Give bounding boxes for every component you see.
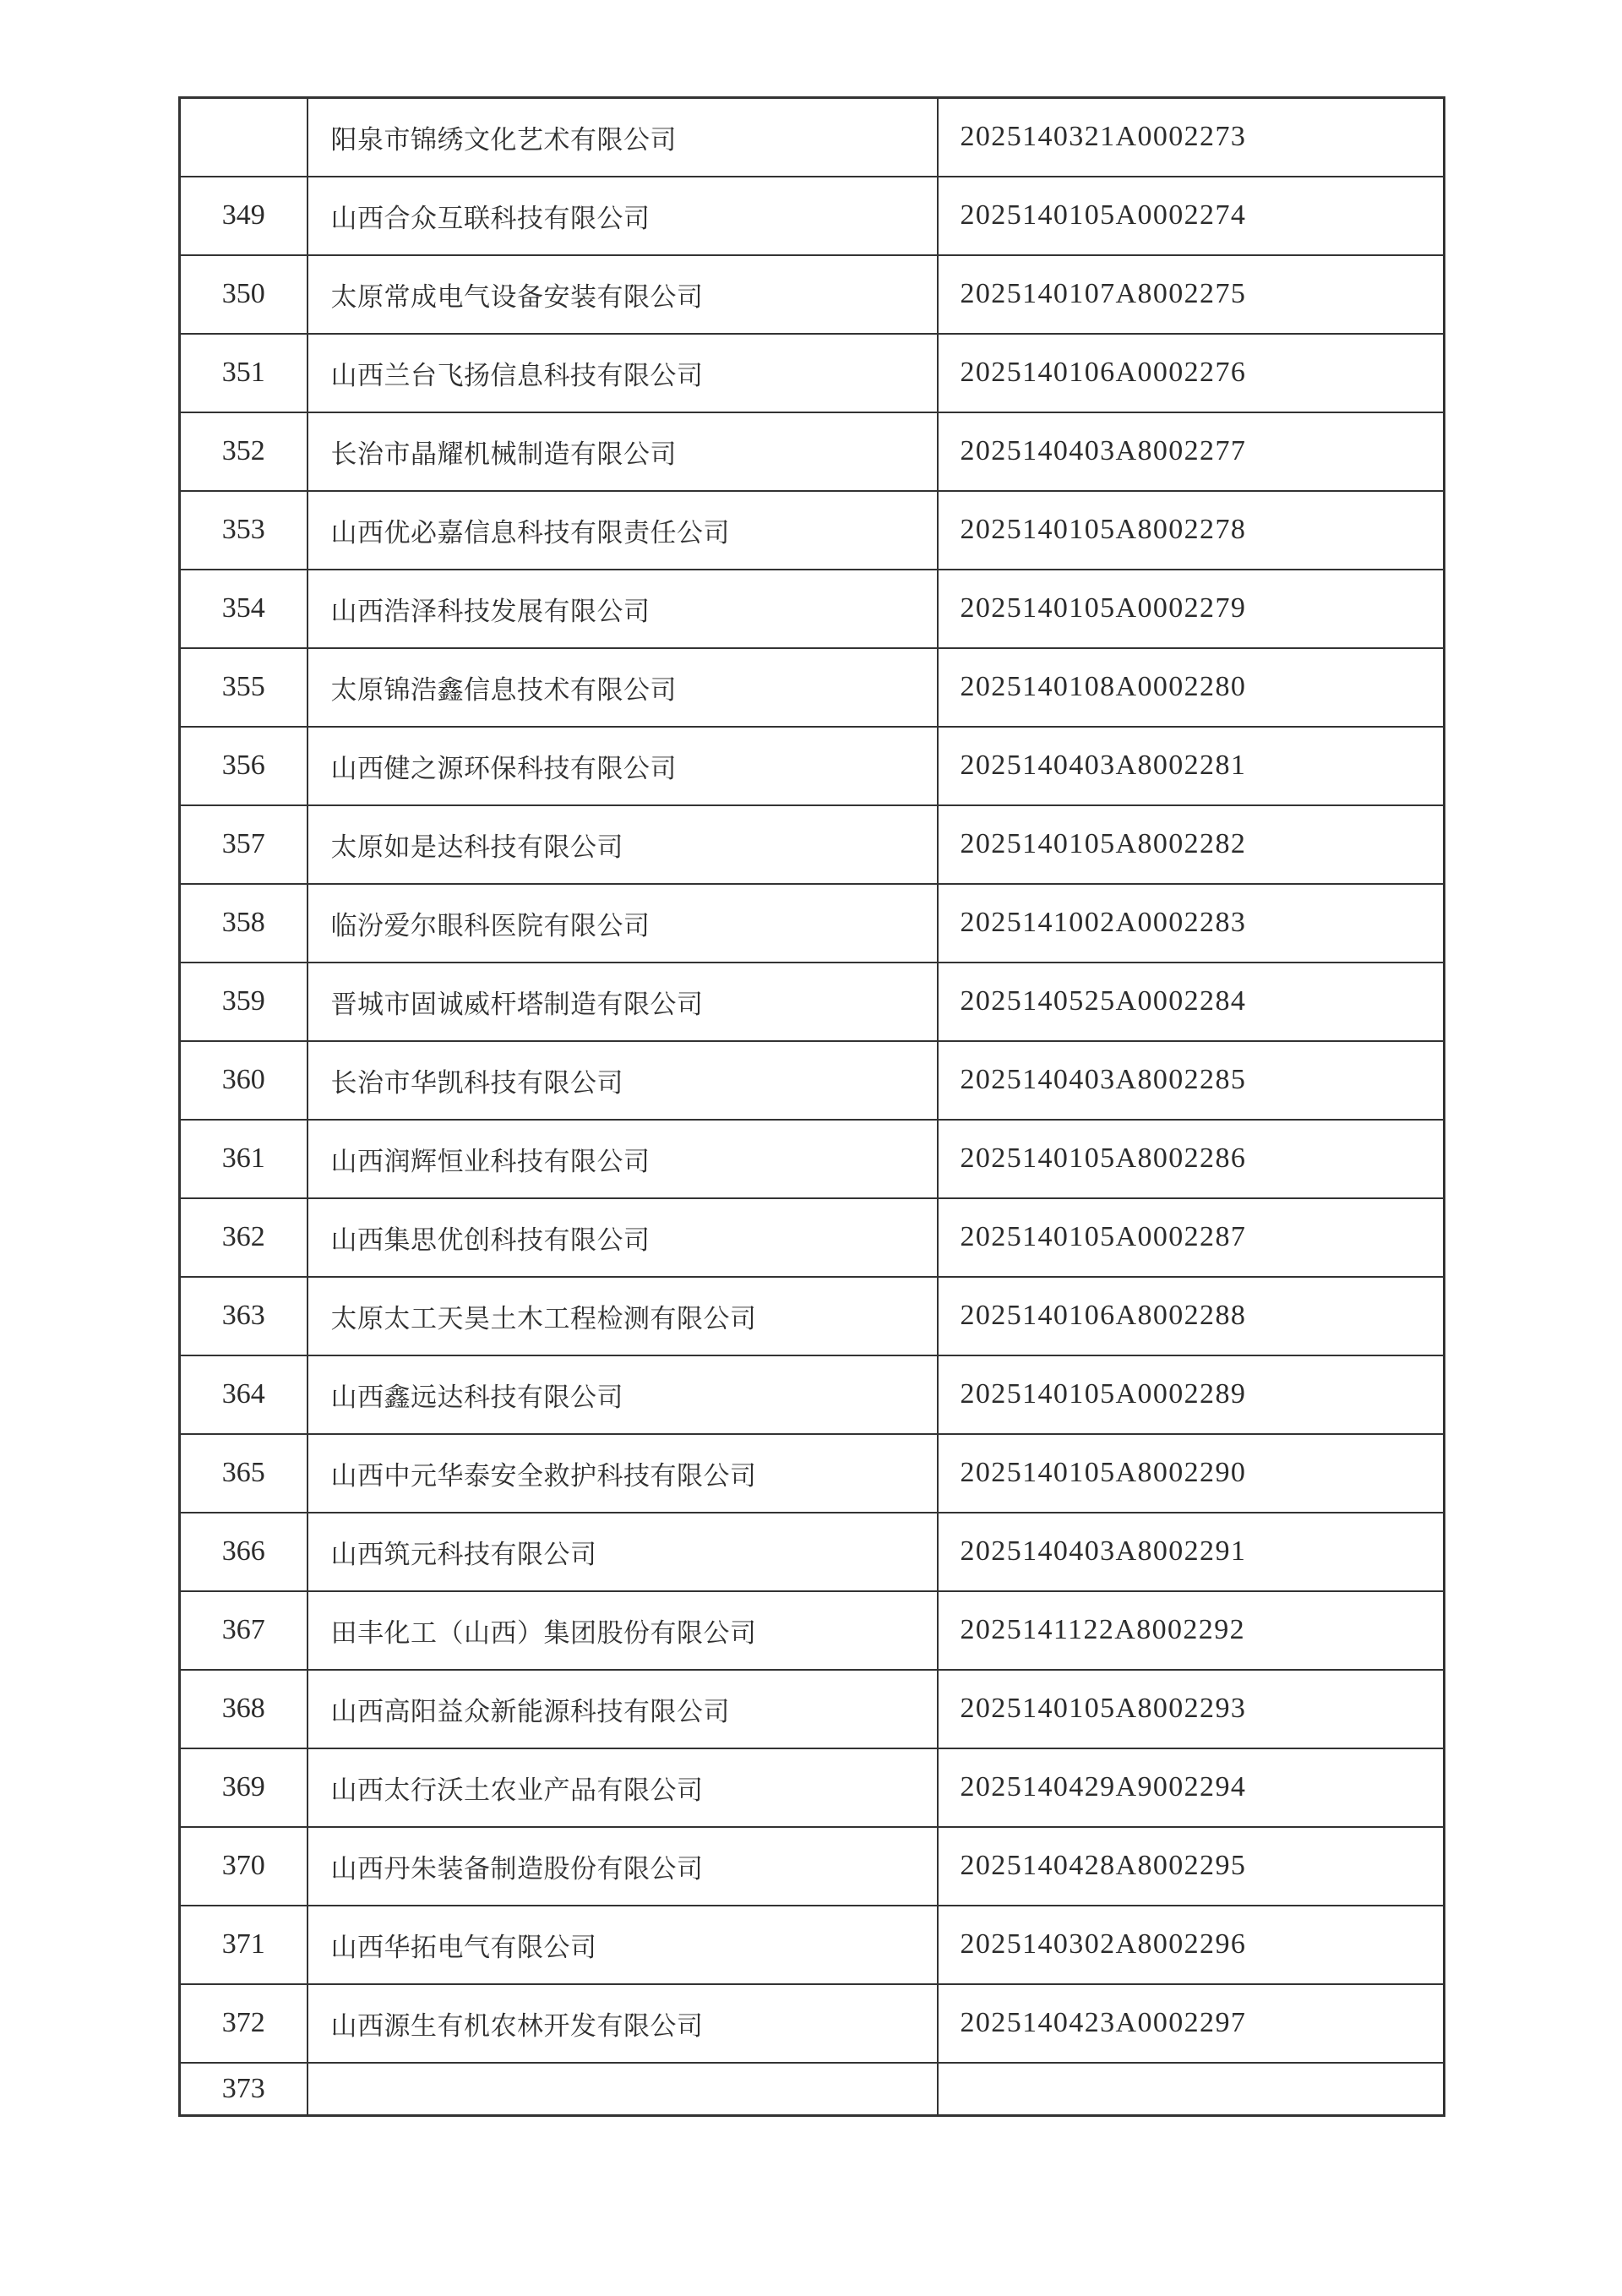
registration-code-cell: 2025140321A0002273 <box>938 98 1445 177</box>
table-body <box>180 98 1445 2116</box>
table-row <box>180 491 1445 570</box>
row-number-cell: 352 <box>180 412 308 491</box>
registration-code-cell: 2025140403A8002281 <box>938 727 1445 805</box>
table-row <box>180 570 1445 648</box>
company-name-cell: 山西合众互联科技有限公司 <box>308 177 938 255</box>
table-row <box>180 1748 1445 1827</box>
row-number-cell: 357 <box>180 805 308 884</box>
table-row <box>180 1670 1445 1748</box>
registration-code-cell <box>938 2063 1445 2116</box>
company-name-cell: 太原锦浩鑫信息技术有限公司 <box>308 648 938 727</box>
registration-code-cell: 2025140428A8002295 <box>938 1827 1445 1906</box>
registration-code-cell: 2025140105A8002286 <box>938 1120 1445 1198</box>
table-row <box>180 648 1445 727</box>
registration-code-cell: 2025140403A8002285 <box>938 1041 1445 1120</box>
table-row <box>180 1120 1445 1198</box>
registration-code-cell: 2025140107A8002275 <box>938 255 1445 334</box>
company-name-cell: 太原太工天昊土木工程检测有限公司 <box>308 1277 938 1355</box>
row-number-cell: 368 <box>180 1670 308 1748</box>
table-row <box>180 1041 1445 1120</box>
table-row <box>180 98 1445 177</box>
row-number-cell: 360 <box>180 1041 308 1120</box>
registration-code-cell: 2025140105A8002282 <box>938 805 1445 884</box>
company-name-cell: 山西中元华泰安全救护科技有限公司 <box>308 1434 938 1513</box>
row-number-cell: 372 <box>180 1984 308 2063</box>
table-row <box>180 1277 1445 1355</box>
registration-code-cell: 2025141002A0002283 <box>938 884 1445 963</box>
company-name-cell: 太原常成电气设备安装有限公司 <box>308 255 938 334</box>
table-row <box>180 1513 1445 1591</box>
company-name-cell: 山西健之源环保科技有限公司 <box>308 727 938 805</box>
table-row <box>180 334 1445 412</box>
registration-code-cell: 2025140108A0002280 <box>938 648 1445 727</box>
row-number-cell: 365 <box>180 1434 308 1513</box>
row-number-cell: 349 <box>180 177 308 255</box>
company-name-cell: 晋城市固诚威杆塔制造有限公司 <box>308 963 938 1041</box>
registration-code-cell: 2025140106A8002288 <box>938 1277 1445 1355</box>
table-row <box>180 255 1445 334</box>
table-row <box>180 412 1445 491</box>
row-number-cell: 351 <box>180 334 308 412</box>
row-number-cell: 350 <box>180 255 308 334</box>
registration-code-cell: 2025140429A9002294 <box>938 1748 1445 1827</box>
registration-code-cell: 2025140105A0002287 <box>938 1198 1445 1277</box>
company-name-cell: 山西太行沃土农业产品有限公司 <box>308 1748 938 1827</box>
table-row <box>180 1984 1445 2063</box>
table-row <box>180 805 1445 884</box>
row-number-cell: 358 <box>180 884 308 963</box>
row-number-cell: 361 <box>180 1120 308 1198</box>
registration-code-cell: 2025141122A8002292 <box>938 1591 1445 1670</box>
company-name-cell: 山西润辉恒业科技有限公司 <box>308 1120 938 1198</box>
row-number-cell: 356 <box>180 727 308 805</box>
registration-code-cell: 2025140106A0002276 <box>938 334 1445 412</box>
registration-code-cell: 2025140423A0002297 <box>938 1984 1445 2063</box>
company-name-cell: 山西浩泽科技发展有限公司 <box>308 570 938 648</box>
table-row <box>180 884 1445 963</box>
table-row <box>180 1434 1445 1513</box>
row-number-cell: 367 <box>180 1591 308 1670</box>
company-name-cell: 山西华拓电气有限公司 <box>308 1906 938 1984</box>
row-number-cell: 371 <box>180 1906 308 1984</box>
company-name-cell: 阳泉市锦绣文化艺术有限公司 <box>308 98 938 177</box>
row-number-cell: 369 <box>180 1748 308 1827</box>
company-name-cell: 山西鑫远达科技有限公司 <box>308 1355 938 1434</box>
registration-code-cell: 2025140403A8002291 <box>938 1513 1445 1591</box>
registration-code-cell: 2025140105A8002293 <box>938 1670 1445 1748</box>
table-row <box>180 177 1445 255</box>
registration-code-cell: 2025140525A0002284 <box>938 963 1445 1041</box>
company-name-cell: 太原如是达科技有限公司 <box>308 805 938 884</box>
company-name-cell: 长治市晶耀机械制造有限公司 <box>308 412 938 491</box>
company-name-cell: 山西优必嘉信息科技有限责任公司 <box>308 491 938 570</box>
registration-code-cell: 2025140105A0002289 <box>938 1355 1445 1434</box>
registration-code-cell: 2025140105A8002290 <box>938 1434 1445 1513</box>
company-name-cell: 长治市华凯科技有限公司 <box>308 1041 938 1120</box>
table-row <box>180 1591 1445 1670</box>
table-row <box>180 1827 1445 1906</box>
company-name-cell: 山西兰台飞扬信息科技有限公司 <box>308 334 938 412</box>
company-name-cell: 山西高阳益众新能源科技有限公司 <box>308 1670 938 1748</box>
registration-code-cell: 2025140302A8002296 <box>938 1906 1445 1984</box>
table-row <box>180 1355 1445 1434</box>
company-name-cell: 山西源生有机农林开发有限公司 <box>308 1984 938 2063</box>
row-number-cell <box>180 98 308 177</box>
registration-code-cell: 2025140105A0002279 <box>938 570 1445 648</box>
row-number-cell: 370 <box>180 1827 308 1906</box>
company-name-cell: 山西集思优创科技有限公司 <box>308 1198 938 1277</box>
company-name-cell: 田丰化工（山西）集团股份有限公司 <box>308 1591 938 1670</box>
row-number-cell: 364 <box>180 1355 308 1434</box>
company-name-cell: 临汾爱尔眼科医院有限公司 <box>308 884 938 963</box>
company-name-cell <box>308 2063 938 2116</box>
company-name-cell: 山西丹朱装备制造股份有限公司 <box>308 1827 938 1906</box>
registration-code-cell: 2025140403A8002277 <box>938 412 1445 491</box>
row-number-cell: 366 <box>180 1513 308 1591</box>
registration-code-cell: 2025140105A0002274 <box>938 177 1445 255</box>
company-registry-table <box>178 96 1445 2117</box>
row-number-cell: 355 <box>180 648 308 727</box>
table-row <box>180 1198 1445 1277</box>
row-number-cell: 373 <box>180 2063 308 2116</box>
row-number-cell: 363 <box>180 1277 308 1355</box>
row-number-cell: 359 <box>180 963 308 1041</box>
company-name-cell: 山西筑元科技有限公司 <box>308 1513 938 1591</box>
row-number-cell: 353 <box>180 491 308 570</box>
row-number-cell: 362 <box>180 1198 308 1277</box>
row-number-cell: 354 <box>180 570 308 648</box>
table-row <box>180 1906 1445 1984</box>
table-row <box>180 2063 1445 2116</box>
registration-code-cell: 2025140105A8002278 <box>938 491 1445 570</box>
table-row <box>180 727 1445 805</box>
table-row <box>180 963 1445 1041</box>
